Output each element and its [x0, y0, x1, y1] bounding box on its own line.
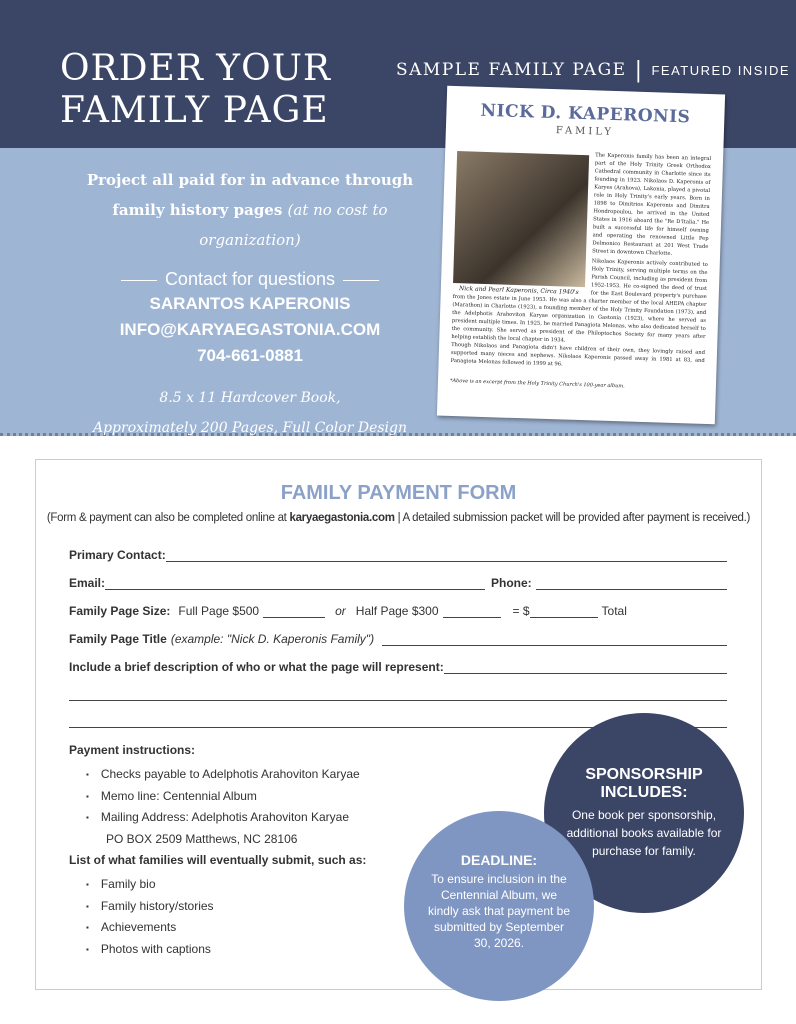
- email-phone-fields[interactable]: Email: Phone:: [69, 576, 727, 590]
- description-field[interactable]: Include a brief description of who or what the page will represent:: [69, 660, 727, 674]
- payment-heading: Payment instructions:: [69, 743, 196, 757]
- payment-list: ▪ Checks payable to Adelphotis Arahoviton Karyae ▪ Memo line: Centennial Album ▪ Mailing Address: Adelphotis Arahoviton Karyae PO BOX 2509 Matthews, NC 28106: [86, 764, 360, 850]
- description-line[interactable]: [69, 700, 727, 701]
- page-size-field[interactable]: Family Page Size: Full Page $500 or Half Page $300 = $ Total: [69, 604, 627, 618]
- family-photo: [453, 151, 589, 287]
- contact-email[interactable]: INFO@KARYAEGASTONIA.COM: [119, 320, 381, 339]
- primary-contact-field[interactable]: Primary Contact:: [69, 548, 727, 562]
- sample-family-page: NICK D. KAPERONIS FAMILY The Kaperonis family has been an integral part of the Holy Trinity Greek Orthodox Cathedral community in Charlotte since its founding in 1923. Nikolaos D. Kaperonis of Karyes (Arahova), Lakonia, played a pivotal role in Holy Trinity's early years. Born in 1898 to Dimitrios Kaperonis and Dimitra Hondropoulou, he arrived in the United States in 1916 aboard the "Re D'Italia." He built a successful life for himself owning and operating the renowned Little Pep Delmonico Restaurant at 201 West Trade Street in downtown Charlotte. Nick and Pearl Kaperonis, Circa 1940's Nikolaos Kaperonis actively contributed to Holy Trinity, serving multiple terms on the Parish Council, including as president from 1952-1953. He co-signed the deed of trust for the East Boulevard property's purchase from the Jones estate in June 1953. He was also a charter member of the local AHEPA chapter (Marathon) in Charlotte (1923), a founding member of the Holy Trinity Foundation (1973), and the Adelphotis Arahoviton Karyae organization in Gastonia (1923), where he served as president multiple times. In 1925, he married Panagiota Melonas, who also dedicated herself to the community. She served as president of the Philoptochos Society for many years after helping establish the local chapter in 1934. Though Nikolaos and Panagiota didn't have children of their own, they lovingly raised and supported many nieces and nephews. Nikolaos Kaperonis passed away in 1981 at 83, and Panagiota Melonas followed in 1999 at 96. *Above is an excerpt from the Holy Trinity Church's 100-year album.: [437, 86, 725, 425]
- form-title: FAMILY PAYMENT FORM: [280, 482, 517, 504]
- form-subtitle: (Form & payment can also be completed online at karyaegastonia.com | A detailed submission packet will be provided after payment is received.): [46, 512, 751, 524]
- website-link[interactable]: karyaegastonia.com: [289, 512, 395, 524]
- intro-text: Project all paid for in advance through family history pages (at no cost to organization) Contact for questions SARANTOS KAPERONIS INFO@KARYAEGASTONIA.COM 704-661-0881 8.5 x 11 Hardcover Book, Approximately 200 Pages, Full Color Design: [60, 165, 440, 443]
- deadline-badge: DEADLINE: To ensure inclusion in the Centennial Album, we kindly ask that payment be submitted by September 30, 2026.: [404, 811, 594, 1001]
- sponsorship-badge: SPONSORSHIP INCLUDES: One book per sponsorship, additional books available for purchase for family.: [544, 713, 744, 913]
- contact-name: SARANTOS KAPERONIS: [149, 294, 351, 313]
- submit-list: ▪ Family bio ▪ Family history/stories ▪ Achievements ▪ Photos with captions: [86, 874, 214, 960]
- sample-label: SAMPLE FAMILY PAGE | FEATURED INSIDE: [396, 58, 791, 83]
- page-title: ORDER YOUR FAMILY PAGE: [60, 48, 332, 131]
- page-title-field[interactable]: Family Page Title (example: "Nick D. Kaperonis Family"): [69, 632, 727, 646]
- submit-list-heading: List of what families will eventually submit, such as:: [69, 853, 367, 867]
- contact-phone: 704-661-0881: [197, 346, 303, 365]
